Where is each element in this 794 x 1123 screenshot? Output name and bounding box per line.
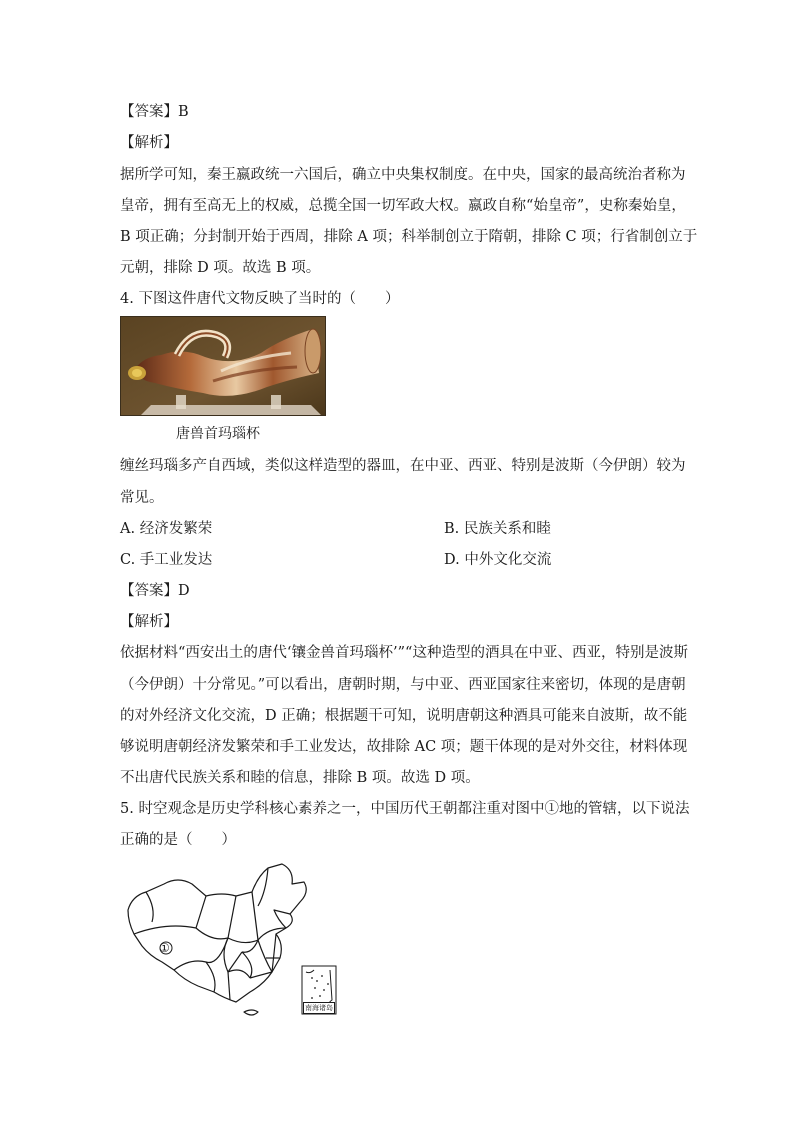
- q4-analysis-line: 不出唐代民族关系和睦的信息，排除 B 项。故选 D 项。: [120, 770, 480, 786]
- q4-analysis-line: 的对外经济文化交流，D 正确；根据题干可知，说明唐朝这种酒具可能来自波斯，故不能: [120, 708, 688, 724]
- q3-analysis-line: 据所学可知，秦王嬴政统一六国后，确立中央集权制度。在中央，国家的最高统治者称为: [120, 167, 686, 183]
- option-c: C. 手工业发达: [120, 552, 213, 568]
- china-map: [126, 862, 340, 1018]
- q4-material-line: 常见。: [120, 490, 164, 506]
- option-d: D. 中外文化交流: [444, 552, 552, 568]
- option-b: B. 民族关系和睦: [444, 521, 551, 537]
- q4-analysis-line: 够说明唐朝经济发繁荣和手工业发达，故排除 AC 项；题干体现的是对外交往，材料体现: [120, 739, 688, 755]
- q3-analysis-line: 元朝，排除 D 项。故选 B 项。: [120, 260, 321, 276]
- q5-stem-line: 5. 时空观念是历史学科核心素养之一，中国历代王朝都注重对图中①地的管辖，以下说法: [120, 801, 690, 817]
- option-a: A. 经济发繁荣: [120, 521, 213, 537]
- q4-material-line: 缠丝玛瑙多产自西域，类似这样造型的器皿，在中亚、西亚、特别是波斯（今伊朗）较为: [120, 458, 686, 474]
- image-caption: 唐兽首玛瑙杯: [176, 426, 260, 442]
- q3-analysis-line: 皇帝，拥有至高无上的权威，总揽全国一切军政大权。嬴政自称“始皇帝”，史称秦始皇，: [120, 198, 686, 214]
- q4-stem: 4. 下图这件唐代文物反映了当时的（ ）: [120, 291, 400, 307]
- q4-analysis-line: 依据材料“西安出土的唐代‘镶金兽首玛瑙杯’”“这种造型的酒具在中亚、西亚，特别是波斯: [120, 645, 688, 661]
- q5-stem-line: 正确的是（ ）: [120, 832, 236, 848]
- agate-cup-photo: [120, 316, 326, 416]
- q3-analysis-label: 【解析】: [120, 135, 178, 151]
- map-inset-label: 南海诸岛: [305, 1004, 333, 1012]
- q4-answer: 【答案】D: [120, 583, 190, 599]
- agate-cup-image: [121, 317, 326, 416]
- map-marker-label: ①: [159, 941, 170, 955]
- q3-answer: 【答案】B: [120, 104, 189, 120]
- q4-analysis-label: 【解析】: [120, 614, 178, 630]
- q4-analysis-line: （今伊朗）十分常见。”可以看出，唐朝时期，与中亚、西亚国家往来密切，体现的是唐朝: [120, 677, 686, 693]
- q3-analysis-line: B 项正确；分封制开始于西周，排除 A 项；科举制创立于隋朝，排除 C 项；行省制创立于: [120, 229, 698, 245]
